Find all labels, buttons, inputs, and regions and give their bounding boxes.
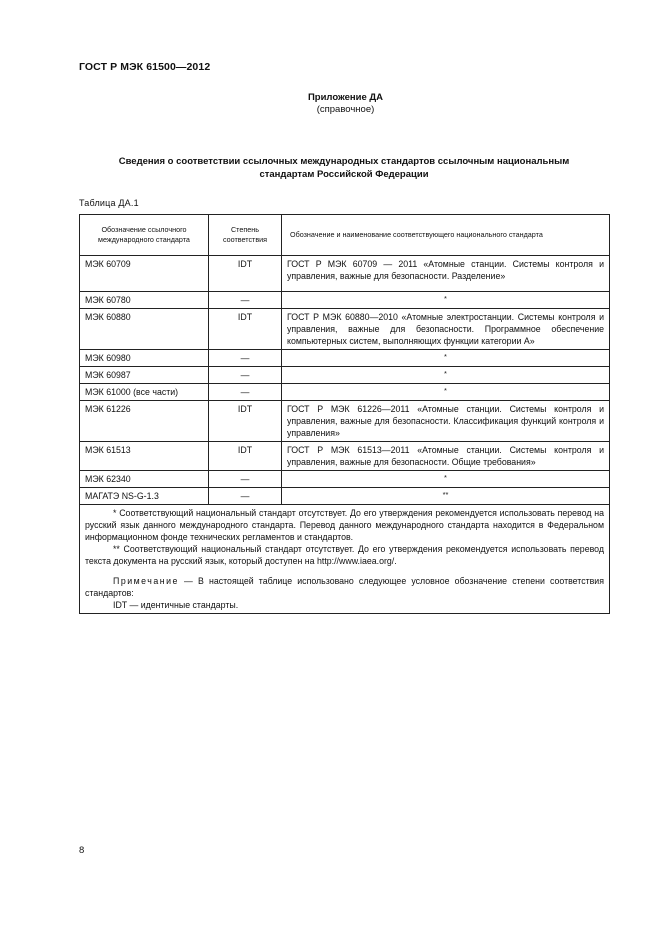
degree-cell: IDT [209,401,282,442]
ref-cell: МЭК 60880 [80,309,209,350]
national-cell: * [282,471,610,488]
table-header-row [80,215,610,256]
document-code-header: ГОСТ Р МЭК 61500—2012 [79,61,211,73]
footnote-single-star: * Соответствующий национальный стандарт отсутствует. До его утверждения рекомендуется использовать перевод на русский язык данного международного стандарта. Перевод данного международного стандарта находится в Федеральном информационном фонде технических регламентов и стандартов. [85,508,604,542]
national-cell: * [282,384,610,401]
ref-cell: МЭК 61226 [80,401,209,442]
national-cell: ГОСТ Р МЭК 60709 — 2011 «Атомные станции. Системы контроля и управления, важные для безопасности. Разделение» [282,256,610,292]
ref-cell: МЭК 60987 [80,367,209,384]
ref-cell: МЭК 62340 [80,471,209,488]
table-row [80,309,610,350]
section-title [79,156,609,181]
national-cell: ** [282,488,610,505]
national-cell: * [282,350,610,367]
footnotes-row [80,505,610,614]
degree-cell: — [209,350,282,367]
degree-cell: — [209,471,282,488]
table-note [85,575,604,599]
national-cell: * [282,292,610,309]
ref-cell: МЭК 61000 (все части) [80,384,209,401]
header-national-standard: Обозначение и наименование соответствующего национального стандарта [282,215,610,256]
degree-cell: IDT [209,442,282,471]
idt-definition: IDT — идентичные стандарты. [113,600,239,610]
table-row [80,442,610,471]
degree-cell: — [209,367,282,384]
national-cell: ГОСТ Р МЭК 61513—2011 «Атомные станции. Системы контроля и управления, важные для безопасности. Общие требования» [282,442,610,471]
national-cell: ГОСТ Р МЭК 61226—2011 «Атомные станции. Системы контроля и управления, важные для безопасности. Классификация функций контроля и управления» [282,401,610,442]
footnotes-cell [80,505,610,614]
table-row [80,367,610,384]
footnote-double-star: ** Соответствующий национальный стандарт отсутствует. До его утверждения рекомендуется использовать перевод текста документа на русский язык, который доступен на http://www.iaea.org/. [85,544,604,566]
table-row [80,256,610,292]
annex-title: Приложение ДА [307,92,384,103]
ref-cell: МЭК 60780 [80,292,209,309]
ref-cell: МЭК 60709 [80,256,209,292]
header-degree: Степень соответствия [209,215,282,256]
degree-cell: — [209,488,282,505]
ref-cell: МАГАТЭ NS-G-1.3 [80,488,209,505]
degree-cell: IDT [209,256,282,292]
national-cell: * [282,367,610,384]
table-row [80,488,610,505]
degree-cell: — [209,384,282,401]
table-row [80,401,610,442]
table-row [80,350,610,367]
page-number: 8 [79,845,85,856]
table-row [80,292,610,309]
correspondence-table [79,214,610,614]
header-reference-standard: Обозначение ссылочного международного стандарта [80,215,209,256]
section-title-line1: Сведения о соответствии ссылочных международных стандартов ссылочным национальным [118,156,570,167]
table-row [80,384,610,401]
ref-cell: МЭК 60980 [80,350,209,367]
ref-cell: МЭК 61513 [80,442,209,471]
annex-subtitle: (справочное) [316,104,375,115]
degree-cell: — [209,292,282,309]
table-caption: Таблица ДА.1 [79,198,139,208]
table-row [80,471,610,488]
annex-heading [0,92,661,116]
section-title-line2: стандартам Российской Федерации [259,168,429,180]
degree-cell: IDT [209,309,282,350]
note-text: — В настоящей таблице использовано следующее условное обозначение степени соответствия стандартов: [85,576,604,598]
note-label: Примечание [113,576,179,586]
national-cell: ГОСТ Р МЭК 60880—2010 «Атомные электростанции. Системы контроля и управления, важные для безопасности. Программное обеспечение компьютерных систем, выполняющих функции категории А» [282,309,610,350]
